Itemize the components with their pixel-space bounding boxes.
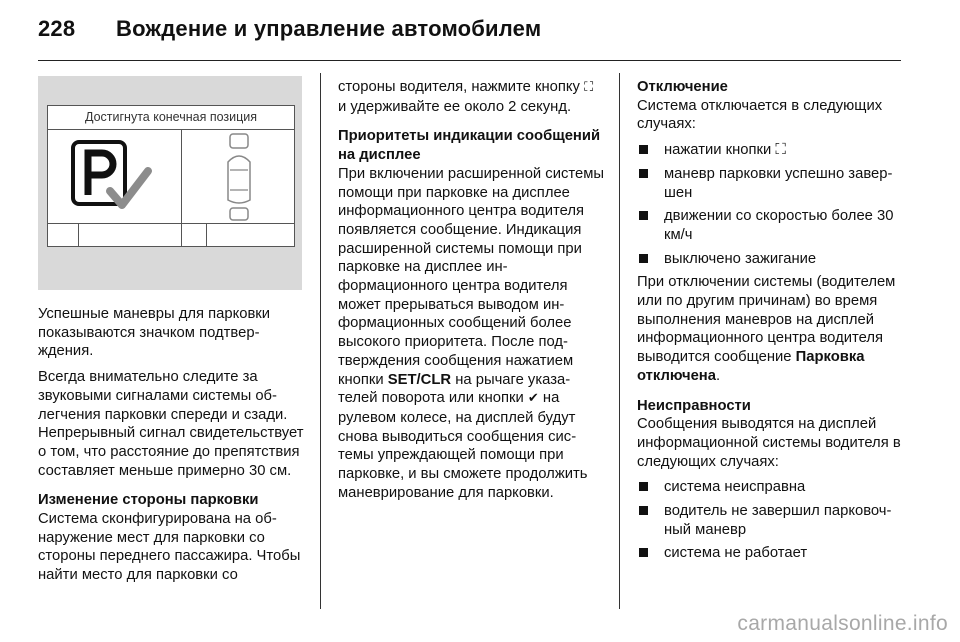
header-rule bbox=[38, 60, 901, 61]
section-heading: Приоритеты индикации сообщений на дисплее bbox=[338, 128, 601, 164]
parking-display-figure bbox=[38, 76, 302, 290]
column-2 bbox=[338, 78, 604, 509]
display-divider bbox=[48, 223, 294, 224]
parking-button-icon: ⛶ bbox=[584, 80, 594, 95]
car-top-view-icon bbox=[224, 132, 254, 222]
list-item: нажатии кнопки ⛶ bbox=[637, 141, 903, 160]
column-3 bbox=[637, 78, 903, 568]
paragraph: Всегда внимательно следите за звуковыми сигналами системы облегчения парковки спереди и сзади. Непрерывный сигнал свидетельствует о том, что расстояние до препятствия составляет меньше примерно 30 см. bbox=[38, 369, 304, 479]
parking-p-icon bbox=[70, 139, 160, 219]
page-number: 228 bbox=[38, 16, 76, 41]
page-header bbox=[38, 16, 541, 46]
bullet bbox=[639, 211, 648, 220]
display-message: Достигнута конечная позиция bbox=[48, 106, 294, 130]
paragraph: стороны водителя, нажмите кнопку ⛶ и удерживайте ее около 2 секунд. bbox=[338, 79, 594, 115]
bullet bbox=[639, 145, 648, 154]
list-item: система неисправна bbox=[637, 478, 903, 497]
bullet bbox=[639, 482, 648, 491]
column-rule-1 bbox=[320, 73, 321, 609]
column-1 bbox=[38, 305, 308, 592]
list-item: маневр парковки успешно завершен bbox=[637, 165, 903, 202]
section-heading: Отключение bbox=[637, 79, 728, 95]
display-divider bbox=[78, 223, 79, 246]
page-title: Вождение и управление автомобилем bbox=[116, 16, 542, 41]
bullet bbox=[639, 169, 648, 178]
column-rule-2 bbox=[619, 73, 620, 609]
paragraph: Система отключается в следующих случаях: bbox=[637, 97, 883, 133]
watermark: carmanualsonline.info bbox=[737, 612, 948, 635]
bullet bbox=[639, 548, 648, 557]
deactivation-list bbox=[637, 141, 903, 268]
paragraph: Успешные маневры для парковки показываются значком подтверждения. bbox=[38, 306, 271, 360]
check-button-icon: ✔ bbox=[527, 391, 539, 407]
list-item: выключено зажигание bbox=[637, 250, 903, 269]
bullet bbox=[639, 254, 648, 263]
list-item: движении со скоростью более 30 км/ч bbox=[637, 207, 903, 244]
paragraph: Система сконфигурирована на обнаружение мест для парковки со стороны переднего пассажира. Чтобы найти место для парковки со bbox=[38, 511, 301, 584]
set-clr-button-label: SET/CLR bbox=[387, 371, 452, 388]
list-item: водитель не завершил парковочный маневр bbox=[637, 502, 903, 539]
bullet bbox=[639, 506, 648, 515]
section-heading: Неисправности bbox=[637, 397, 751, 414]
paragraph: При включении расширенной системы помощи при парковке на дисплее информационного центра водителя появляется сообщение. Индикация расширенной системы помощи при парковке на дисплее информационного центра водителя может прерываться выводом информационных сообщений более высокого приоритета. После подтверждения сообщения нажатием кнопки SET/CLR на рычаге указателей поворота или кнопки ✔ на рулевом колесе, на дисплей будут снова выводиться сообщения системы упреждающей помощи при парковке, и вы сможете продолжить маневрирование для парковки. bbox=[338, 165, 605, 501]
display-divider bbox=[181, 130, 182, 246]
paragraph: При отключении системы (водителем или по другим причинам) во время выполнения маневров на дисплей информационного центра водителя выводится сообщение Парковка отключена. bbox=[637, 274, 896, 384]
display-divider bbox=[206, 223, 207, 246]
paragraph: Сообщения выводятся на дисплей информационной системы водителя в следующих случаях: bbox=[637, 416, 901, 470]
display-message-text: Парковка отключена bbox=[637, 349, 865, 384]
fault-list bbox=[637, 478, 903, 563]
list-item: система не работает bbox=[637, 544, 903, 563]
driver-info-display bbox=[47, 105, 295, 247]
section-heading: Изменение стороны парковки bbox=[38, 492, 259, 509]
